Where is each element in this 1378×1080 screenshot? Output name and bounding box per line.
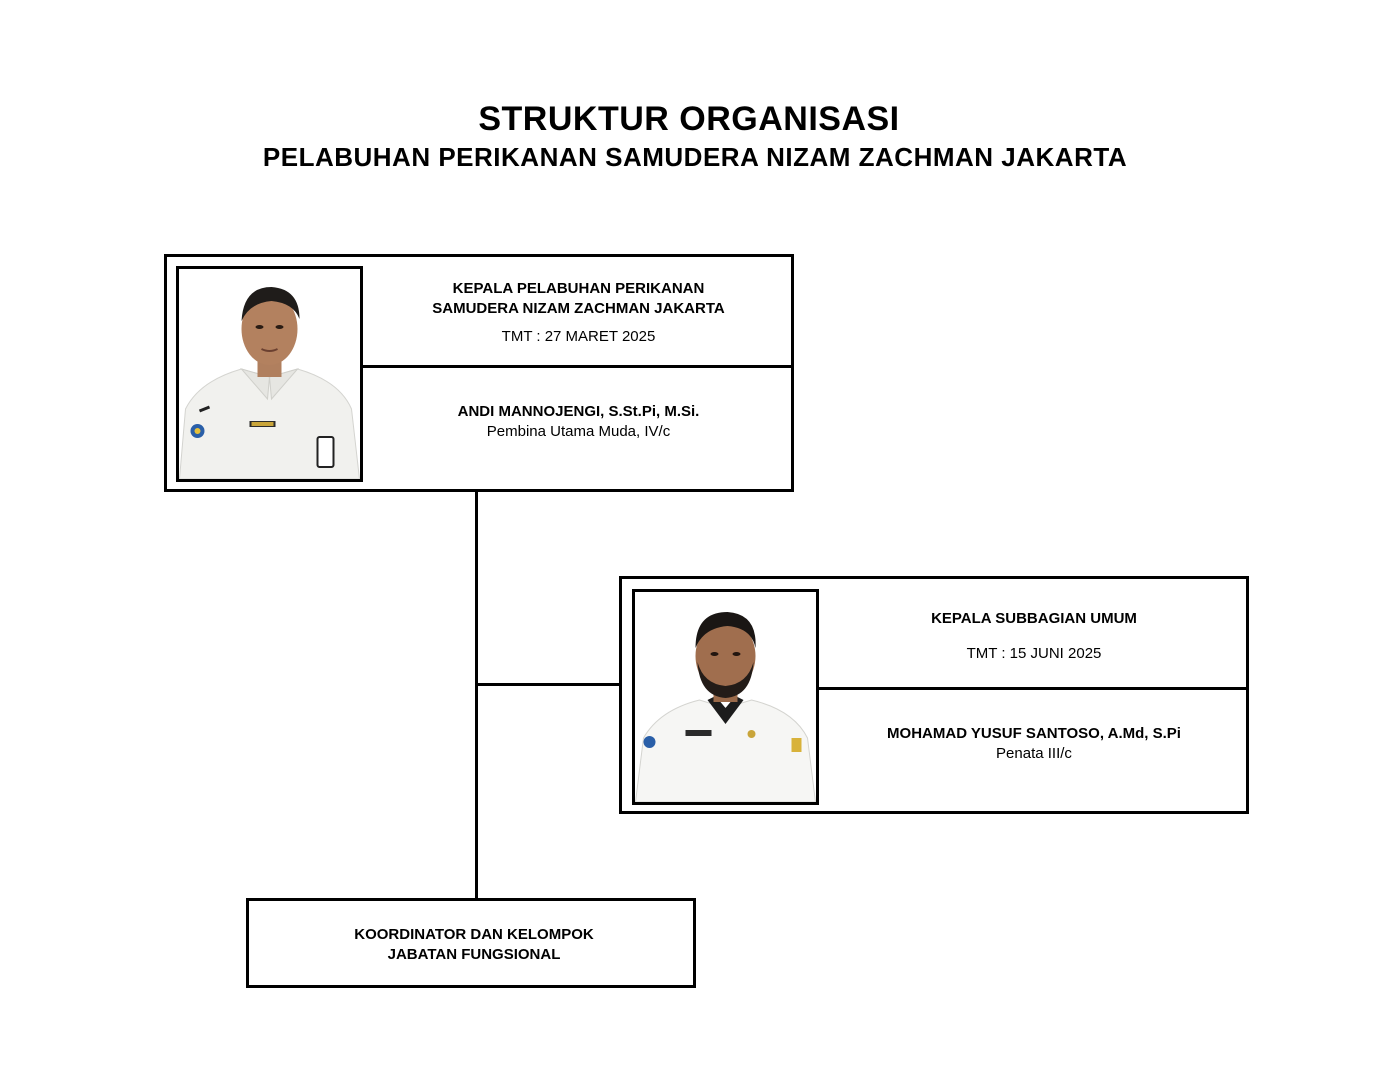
functional-line1: KOORDINATOR DAN KELOMPOK <box>354 926 594 943</box>
head-rank: Pembina Utama Muda, IV/c <box>486 423 671 440</box>
subdivision-rank: Penata III/c <box>996 745 1072 762</box>
subdivision-name-cell <box>819 724 1249 764</box>
head-tmt: TMT : 27 MARET 2025 <box>501 328 656 345</box>
connector-horizontal-branch <box>475 683 622 686</box>
head-box <box>164 254 794 492</box>
functional-line2: JABATAN FUNGSIONAL <box>387 946 561 963</box>
head-divider <box>363 365 794 368</box>
subdivision-portrait-icon <box>635 592 816 802</box>
subdivision-photo <box>632 589 819 805</box>
functional-box <box>246 898 696 988</box>
head-position-line2: SAMUDERA NIZAM ZACHMAN JAKARTA <box>432 300 725 317</box>
subdivision-position: KEPALA SUBBAGIAN UMUM <box>931 610 1137 627</box>
head-name-cell <box>363 402 794 442</box>
head-position-line1: KEPALA PELABUHAN PERIKANAN <box>452 280 705 297</box>
head-photo <box>176 266 363 482</box>
page-title: STRUKTUR ORGANISASI <box>478 100 900 138</box>
subdivision-divider <box>819 687 1249 690</box>
subdivision-box <box>619 576 1249 814</box>
connector-vertical-main <box>475 490 478 900</box>
subdivision-tmt: TMT : 15 JUNI 2025 <box>966 645 1102 662</box>
page-subtitle: PELABUHAN PERIKANAN SAMUDERA NIZAM ZACHMAN JAKARTA <box>262 142 1128 172</box>
head-name: ANDI MANNOJENGI, S.St.Pi, M.Si. <box>457 403 700 420</box>
subdivision-name: MOHAMAD YUSUF SANTOSO, A.Md, S.Pi <box>887 725 1181 742</box>
subdivision-position-cell <box>819 609 1249 664</box>
functional-cell <box>249 925 699 965</box>
head-portrait-icon <box>179 269 360 479</box>
head-position-cell <box>363 279 794 347</box>
